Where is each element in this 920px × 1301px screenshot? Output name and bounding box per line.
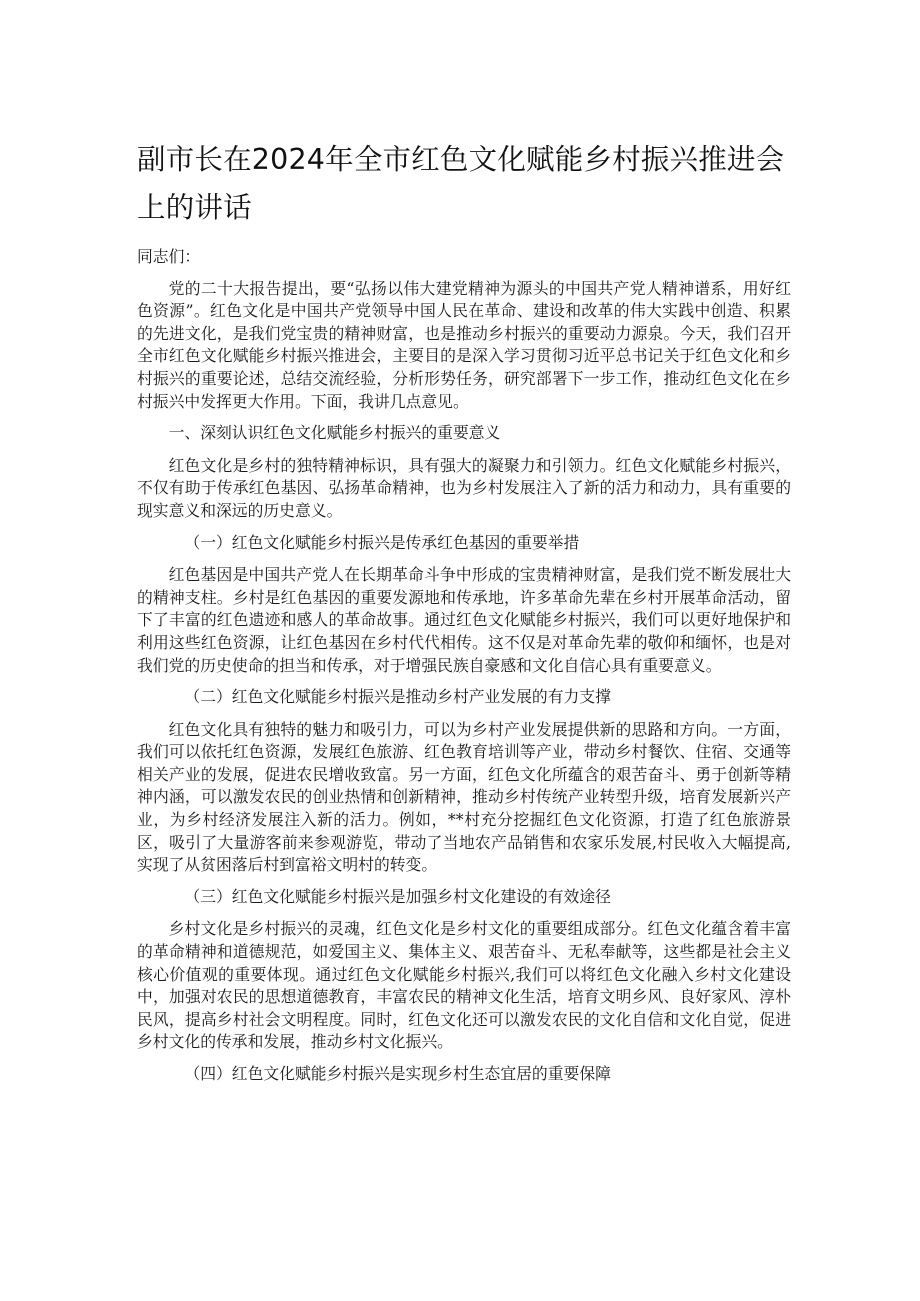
salutation: 同志们： (137, 247, 201, 266)
paragraph-intro: 党的二十大报告提出，要“弘扬以伟大建党精神为源头的中国共产党人精神谱系，用好红色资源”。红色文化是中国共产党领导中国人民在革命、建设和改革的伟大实践中创造、积累的先进文化，是我们党宝贵的精神财富，也是推动乡村振兴的重要动力源泉。今天，我们召开全市红色文化赋能乡村振兴推进会，主要目的是深入学习贯彻习近平总书记关于红色文化和乡村振兴的重要论述，总结交流经验，分析形势任务，研究部署下一步工作，推动红色文化在乡村振兴中发挥更大作用。下面，我讲几点意见。 (137, 278, 791, 411)
subsection-heading-4: （四）红色文化赋能乡村振兴是实现乡村生态宜居的重要保障 (184, 1064, 611, 1083)
paragraph-subsection-1: 红色基因是中国共产党人在长期革命斗争中形成的宝贵精神财富，是我们党不断发展壮大的精神支柱。乡村是红色基因的重要发源地和传承地，许多革命先辈在乡村开展革命活动，留下了丰富的红色遗迹和感人的革命故事。通过红色文化赋能乡村振兴，我们可以更好地保护和利用这些红色资源，让红色基因在乡村代代相传。这不仅是对革命先辈的敬仰和缅怀，也是对我们党的历史使命的担当和传承，对于增强民族自豪感和文化自信心具有重要意义。 (137, 565, 791, 675)
paragraph-section-1: 红色文化是乡村的独特精神标识，具有强大的凝聚力和引领力。红色文化赋能乡村振兴，不仅有助于传承红色基因、弘扬革命精神，也为乡村发展注入了新的活力和动力，具有重要的现实意义和深远的历史意义。 (137, 455, 791, 520)
subsection-heading-3: （三）红色文化赋能乡村振兴是加强乡村文化建设的有效途径 (184, 886, 611, 906)
paragraph-subsection-2: 红色文化具有独特的魅力和吸引力，可以为乡村产业发展提供新的思路和方向。一方面，我们可以依托红色资源，发展红色旅游、红色教育培训等产业，带动乡村餐饮、住宿、交通等相关产业的发展，促进农民增收致富。另一方面，红色文化所蕴含的艰苦奋斗、勇于创新等精神内涵，可以激发农民的创业热情和创新精神，推动乡村传统产业转型升级，培育发展新兴产业，为乡村经济发展注入新的活力。例如，**村充分挖掘红色文化资源，打造了红色旅游景区，吸引了大量游客前来参观游览，带动了当地农产品销售和农家乐发展,村民收入大幅提高,实现了从贫困落后村到富裕文明村的转变。 (137, 719, 791, 875)
paragraph-subsection-3: 乡村文化是乡村振兴的灵魂，红色文化是乡村文化的重要组成部分。红色文化蕴含着丰富的革命精神和道德规范，如爱国主义、集体主义、艰苦奋斗、无私奉献等，这些都是社会主义核心价值观的重要体现。通过红色文化赋能乡村振兴,我们可以将红色文化融入乡村文化建设中，加强对农民的思想道德教育，丰富农民的精神文化生活，培育文明乡风、良好家风、淳朴民风，提高乡村社会文明程度。同时，红色文化还可以激发农民的文化自信和文化自觉，促进乡村文化的传承和发展，推动乡村文化振兴。 (137, 919, 791, 1052)
subsection-heading-1: （一）红色文化赋能乡村振兴是传承红色基因的重要举措 (184, 532, 580, 552)
section-heading-1: 一、深刻认识红色文化赋能乡村振兴的重要意义 (168, 423, 501, 443)
document-title: 副市长在2024年全市红色文化赋能乡村振兴推进会上的讲话 (137, 143, 785, 224)
subsection-heading-2: （二）红色文化赋能乡村振兴是推动乡村产业发展的有力支撑 (184, 687, 611, 707)
document-body (137, 246, 791, 1096)
